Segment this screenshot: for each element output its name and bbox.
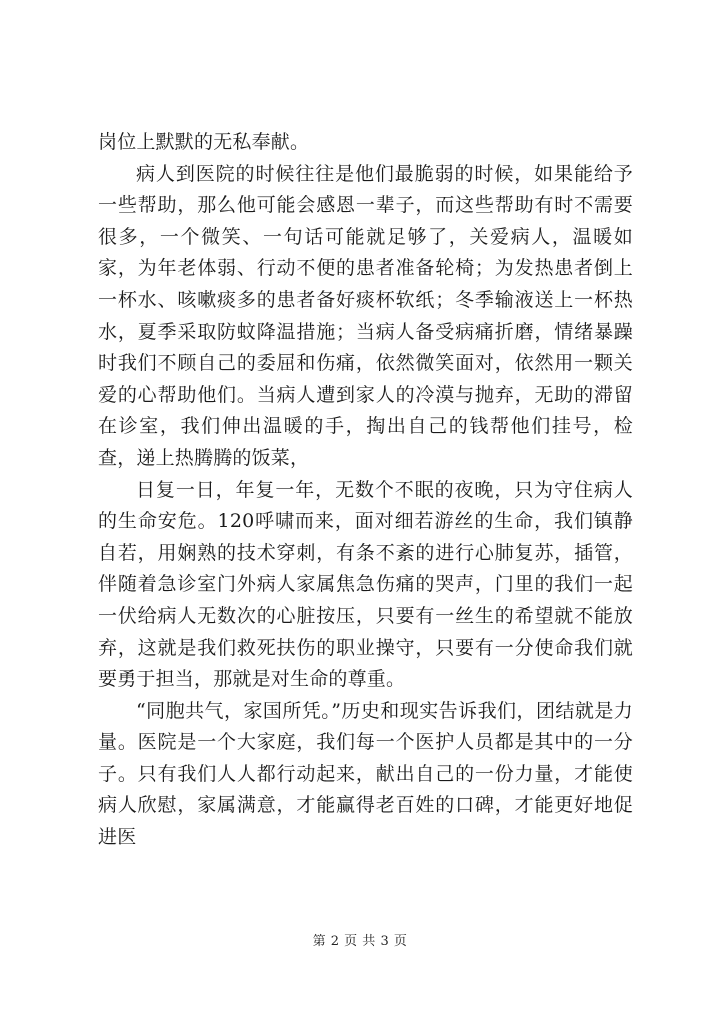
body-text	[98, 127, 633, 854]
paragraph: 岗位上默默的无私奉献。	[98, 131, 310, 153]
paragraph: “同胞共气，家国所凭。”历史和现实告诉我们，团结就是力量。医院是一个大家庭，我们每一个医护人员都是其中的一分子。只有我们人人都行动起来，献出自己的一份力量，才能使病人欣慰，家属满意，才能赢得老百姓的口碑，才能更好地促进医	[98, 699, 633, 849]
paragraph: 病人到医院的时候往往是他们最脆弱的时候，如果能给予一些帮助，那么他可能会感恩一辈子，而这些帮助有时不需要很多，一个微笑、一句话可能就足够了，关爱病人，温暖如家，为年老体弱、行动不便的患者准备轮椅；为发热患者倒上一杯水、咳嗽痰多的患者备好痰杯软纸；冬季输液送上一杯热水，夏季采取防蚊降温措施；当病人备受病痛折磨，情绪暴躁时我们不顾自己的委屈和伤痛，依然微笑面对，依然用一颗关爱的心帮助他们。当病人遭到家人的冷漠与抛弃，无助的滞留在诊室，我们伸出温暖的手，掏出自己的钱帮他们挂号，检查，递上热腾腾的饭菜，	[98, 162, 633, 469]
page-number-footer: 第 2 页 共 3 页	[312, 934, 408, 949]
paragraph: 日复一日，年复一年，无数个不眠的夜晚，只为守住病人的生命安危。120呼啸而来，面对细若游丝的生命，我们镇静自若，用娴熟的技术穿刺，有条不紊的进行心肺复苏，插管，伴随着急诊室门外病人家属焦急伤痛的哭声，门里的我们一起一伏给病人无数次的心脏按压，只要有一丝生的希望就不能放弃，这就是我们救死扶伤的职业操守，只要有一分使命我们就要勇于担当，那就是对生命的尊重。	[98, 478, 633, 691]
